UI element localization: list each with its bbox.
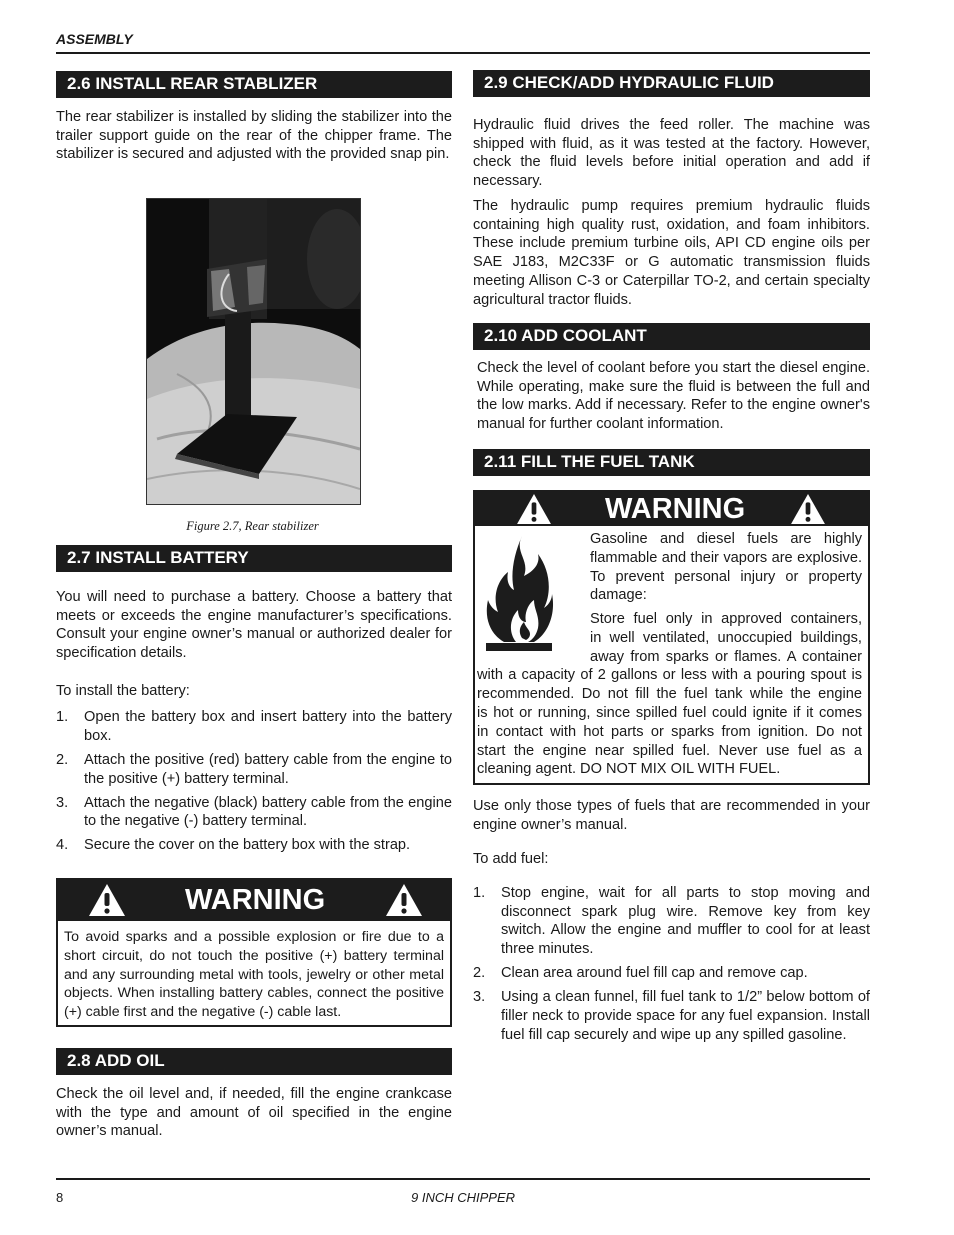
warning-line: away from sparks or flames. A container [590,648,862,665]
list-item: 2. Attach the positive (red) battery cable from the engine to the positive (+) battery terminal. [56,751,452,787]
footer-product-title: 9 INCH CHIPPER [410,1190,516,1205]
battery-intro: To install the battery: [56,683,190,699]
list-item: 3. Attach the negative (black) battery cable from the engine to the negative (-) battery terminal. [56,794,452,830]
battery-steps-list [56,708,452,860]
warning-header [58,880,450,921]
rear-stabilizer-photo [146,198,361,505]
figure-caption: Figure 2.7, Rear stabilizer [186,519,319,533]
fuel-types-paragraph: Use only those types of fuels that are recommended in your engine owner’s manual. [473,798,870,833]
warning-line: Store fuel only in approved containers, [590,611,862,627]
fuel-warning-box [473,490,870,785]
warning-triangle-icon [516,493,552,525]
section-heading-2-6: 2.6 INSTALL REAR STABLIZER [56,71,452,98]
warning-triangle-icon [88,883,126,917]
page-number: 8 [56,1190,64,1205]
battery-warning-text: To avoid sparks and a possible explosion or fire due to a short circuit, do not touch the positive (+) battery terminal and any surrounding metal with tools, jewelry or other metal objects. When installing battery cables, connect the positive (+) cable first and the negative (-) cable last. [64,929,444,1021]
warning-line: recommended. Do not fill the fuel tank while the engine [477,686,862,703]
warning-line: is hot or running, since spilled fuel could ignite if it comes [477,704,862,721]
hydraulic-paragraph-1: Hydraulic fluid drives the feed roller. The machine was shipped with fluid, as it was tested at the factory. However, check the fluid levels before initial operation and add if necessary. [473,117,870,190]
list-item: 1. Stop engine, wait for all parts to stop moving and disconnect spark plug wire. Remove key from key switch. Allow the engine and muffler to cool for at least three minutes. [473,885,870,958]
list-item: 2. Clean area around fuel fill cap and remove cap. [473,965,808,982]
coolant-paragraph: Check the level of coolant before you start the diesel engine. While operating, make sure the fluid is between the full and the low marks. Add if necessary. Refer to the engine owner's manual for further coolant information. [477,360,870,433]
warning-line: in contact with hot parts or sparks from ignition. Do not [477,723,862,740]
warning-line: with a capacity of 2 gallons or less with a pouring spout is [477,667,862,684]
running-header: ASSEMBLY [56,31,133,47]
fuel-intro: To add fuel: [473,851,549,867]
rear-stabilizer-illustration [147,199,360,504]
warning-line: start the engine near spilled fuel. Never use fuel as a [477,742,862,759]
section-heading-2-7: 2.7 INSTALL BATTERY [56,545,452,572]
warning-header [475,492,868,526]
rear-stabilizer-paragraph: The rear stabilizer is installed by sliding the stabilizer into the trailer support guide on the rear of the chipper frame. The stabilizer is secured and adjusted with the provided snap pin. [56,109,452,163]
section-heading-2-8: 2.8 ADD OIL [56,1048,452,1075]
warning-title: WARNING [605,493,746,525]
footer-rule [56,1178,870,1180]
battery-paragraph: You will need to purchase a battery. Choose a battery that meets or exceeds the engine manufacturer’s specifications. Consult your engine owner’s manual or authorized dealer for specification details. [56,589,452,662]
fuel-steps-list [473,884,870,1050]
warning-title: WARNING [185,884,326,916]
section-heading-2-9: 2.9 CHECK/ADD HYDRAULIC FLUID [473,70,870,97]
list-item: 1. Open the battery box and insert battery into the battery box. [56,709,452,744]
fuel-warning-para-1: Gasoline and diesel fuels are highly flammable and their vapors are explosive. To prevent personal injury or property damage: [590,531,862,604]
warning-line: in well ventilated, unoccupied buildings, [590,629,862,646]
warning-triangle-icon [790,493,826,525]
section-heading-2-11: 2.11 FILL THE FUEL TANK [473,449,870,476]
fuel-warning-para-2 [477,610,862,779]
list-item: 4. Secure the cover on the battery box with the strap. [56,837,411,854]
warning-line: cleaning agent. DO NOT MIX OIL WITH FUEL. [477,761,781,778]
section-heading-2-10: 2.10 ADD COOLANT [473,323,870,350]
warning-triangle-icon [385,883,423,917]
oil-paragraph: Check the oil level and, if needed, fill the engine crankcase with the type and amount of oil specified in the engine owner’s manual. [56,1086,452,1140]
hydraulic-paragraph-2: The hydraulic pump requires premium hydraulic fluids containing high quality rust, oxidation, and foam inhibitors. These include premium turbine oils, API CD engine oils per SAE J183, M2C33F or G automatic transmission fluids meeting Allison C-3 or Caterpillar TO-2, and certain specialty agricultural tractor fluids. [473,198,870,308]
list-item: 3. Using a clean funnel, fill fuel tank to 1/2” below bottom of filler neck to provide space for any fuel expansion. Install fuel fill cap securely and wipe up any spilled gasoline. [473,989,870,1043]
battery-warning-box [56,878,452,1027]
header-rule [56,52,870,54]
